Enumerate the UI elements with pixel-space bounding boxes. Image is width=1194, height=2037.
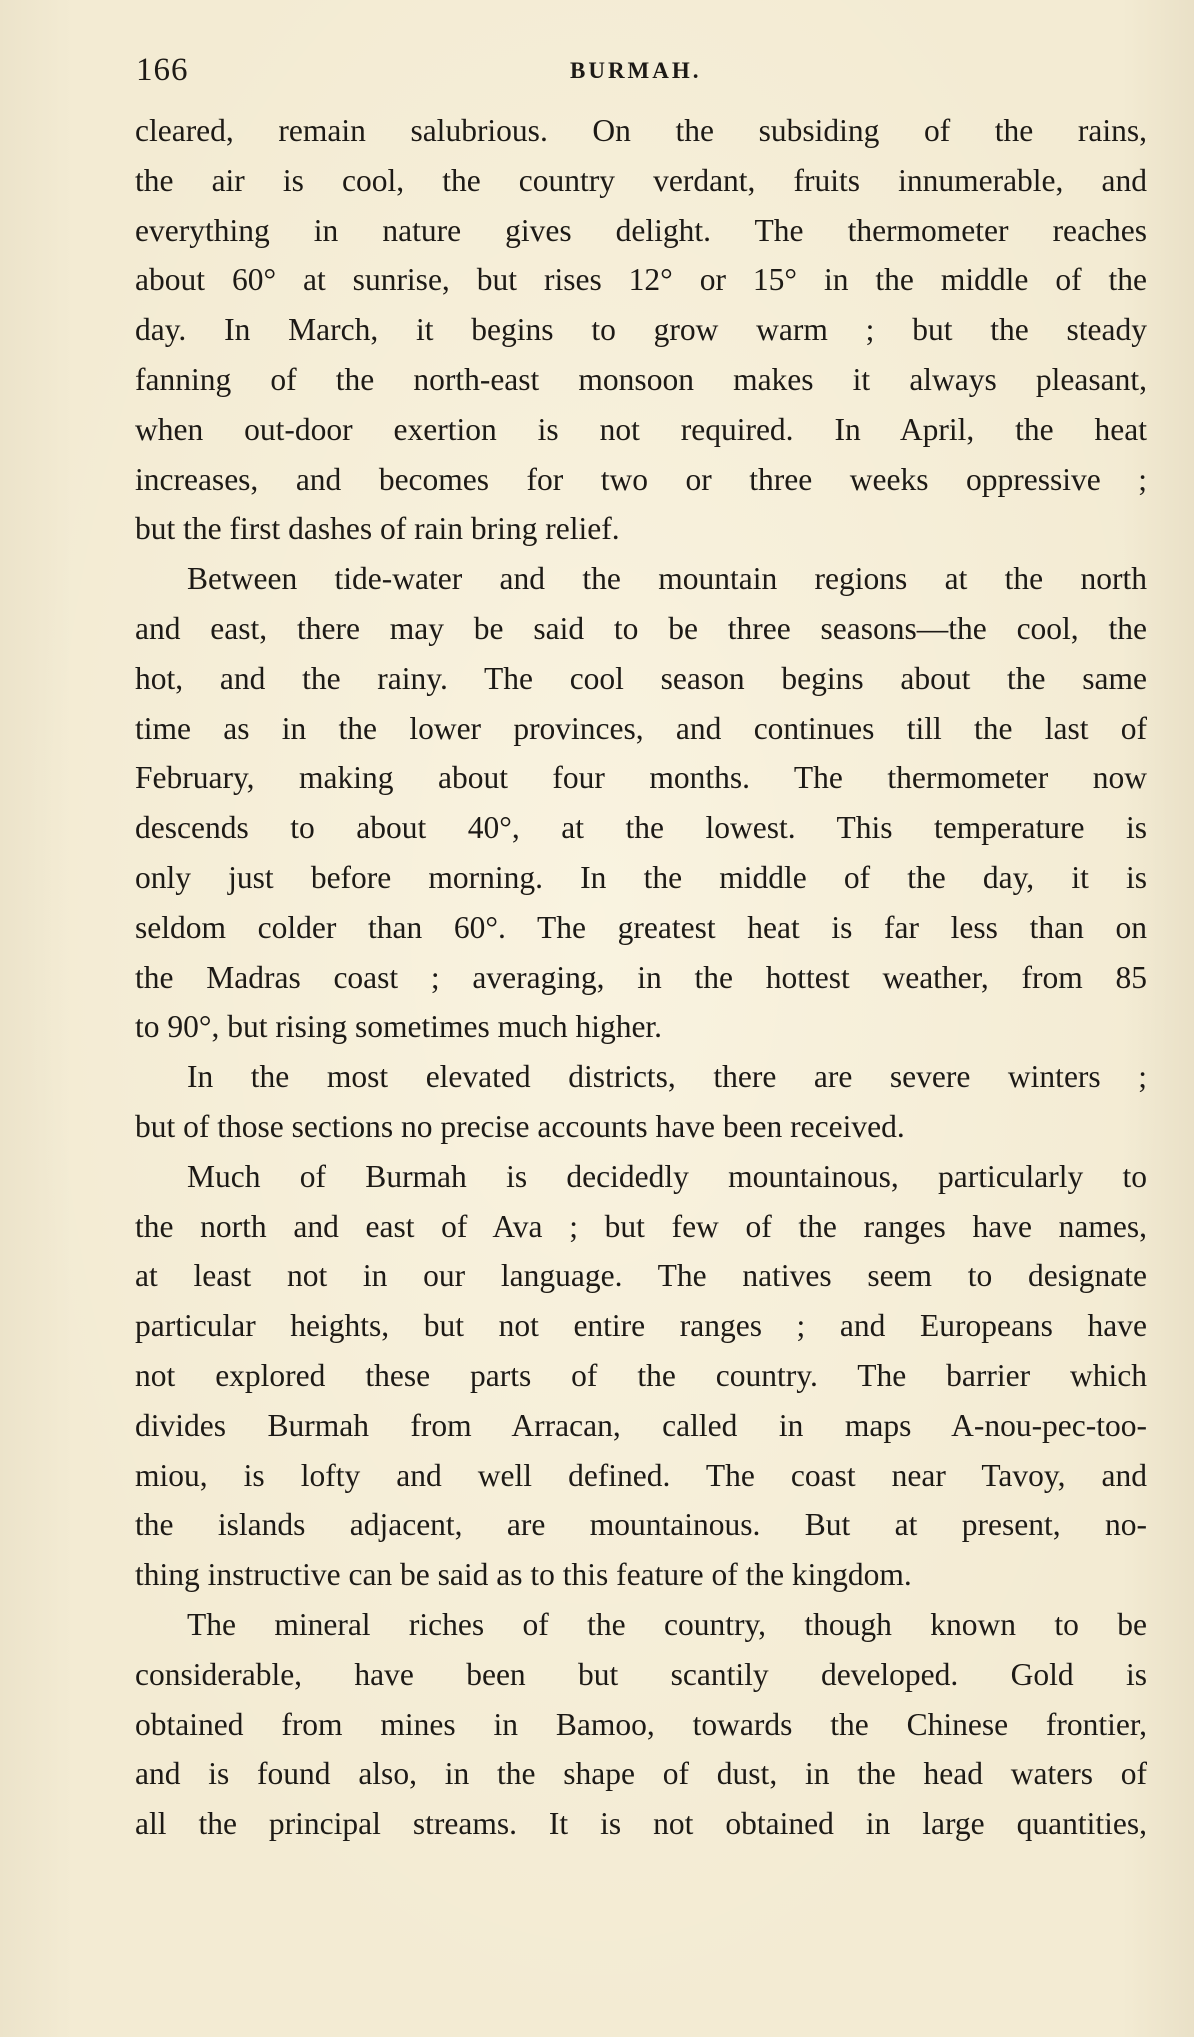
- text-line: but of those sections no precise accounts have been received.: [135, 1108, 905, 1144]
- running-title: BURMAH.: [570, 58, 702, 83]
- text-line: Much of Burmah is decidedly mountainous, particularly to: [187, 1158, 1147, 1194]
- text-line: particular heights, but not entire ranges ; and Europeans have: [135, 1308, 1147, 1344]
- text-line: increases, and becomes for two or three weeks oppressive ;: [135, 461, 1147, 497]
- text-line: time as in the lower provinces, and continues till the last of: [135, 710, 1147, 746]
- running-head: [136, 52, 1146, 92]
- text-line: hot, and the rainy. The cool season begins about the same: [135, 660, 1147, 696]
- text-line: everything in nature gives delight. The thermometer reaches: [135, 212, 1147, 248]
- text-line: about 60° at sunrise, but rises 12° or 15° in the middle of the: [135, 262, 1147, 298]
- text-line: all the principal streams. It is not obtained in large quantities,: [135, 1806, 1147, 1842]
- text-line: but the first dashes of rain bring relief.: [135, 511, 620, 547]
- text-line: miou, is lofty and well defined. The coast near Tavoy, and: [135, 1457, 1147, 1493]
- text-line: February, making about four months. The thermometer now: [135, 760, 1147, 796]
- text-line: day. In March, it begins to grow warm ; but the steady: [135, 312, 1147, 348]
- text-line: descends to about 40°, at the lowest. This temperature is: [135, 810, 1147, 846]
- text-line: considerable, have been but scantily developed. Gold is: [135, 1656, 1147, 1692]
- text-line: and east, there may be said to be three seasons—the cool, the: [135, 610, 1147, 646]
- text-line: only just before morning. In the middle of the day, it is: [135, 859, 1147, 895]
- text-line: Between tide-water and the mountain regions at the north: [187, 561, 1147, 597]
- text-line: seldom colder than 60°. The greatest heat is far less than on: [135, 909, 1147, 945]
- text-line: when out-door exertion is not required. In April, the heat: [135, 411, 1147, 447]
- text-line: thing instructive can be said as to this feature of the kingdom.: [135, 1557, 912, 1593]
- text-line: The mineral riches of the country, though known to be: [187, 1606, 1147, 1642]
- text-line: cleared, remain salubrious. On the subsiding of the rains,: [135, 113, 1147, 148]
- body-text: [135, 106, 1147, 1849]
- text-line: In the most elevated districts, there are severe winters ;: [187, 1059, 1147, 1095]
- text-line: at least not in our language. The natives seem to designate: [135, 1258, 1147, 1294]
- text-line: to 90°, but rising sometimes much higher.: [135, 1009, 663, 1045]
- text-line: not explored these parts of the country. The barrier which: [135, 1357, 1147, 1393]
- text-line: the air is cool, the country verdant, fruits innumerable, and: [135, 162, 1147, 198]
- text-line: the islands adjacent, are mountainous. But at present, no-: [135, 1507, 1147, 1543]
- page-number: 166: [136, 52, 189, 88]
- text-line: fanning of the north-east monsoon makes it always pleasant,: [135, 361, 1147, 397]
- text-line: and is found also, in the shape of dust, in the head waters of: [135, 1756, 1147, 1792]
- text-line: the Madras coast ; averaging, in the hottest weather, from 85: [135, 959, 1147, 995]
- text-line: the north and east of Ava ; but few of the ranges have names,: [135, 1208, 1147, 1244]
- text-line: obtained from mines in Bamoo, towards the Chinese frontier,: [135, 1706, 1147, 1742]
- text-line: divides Burmah from Arracan, called in maps A-nou-pec-too-: [135, 1407, 1147, 1443]
